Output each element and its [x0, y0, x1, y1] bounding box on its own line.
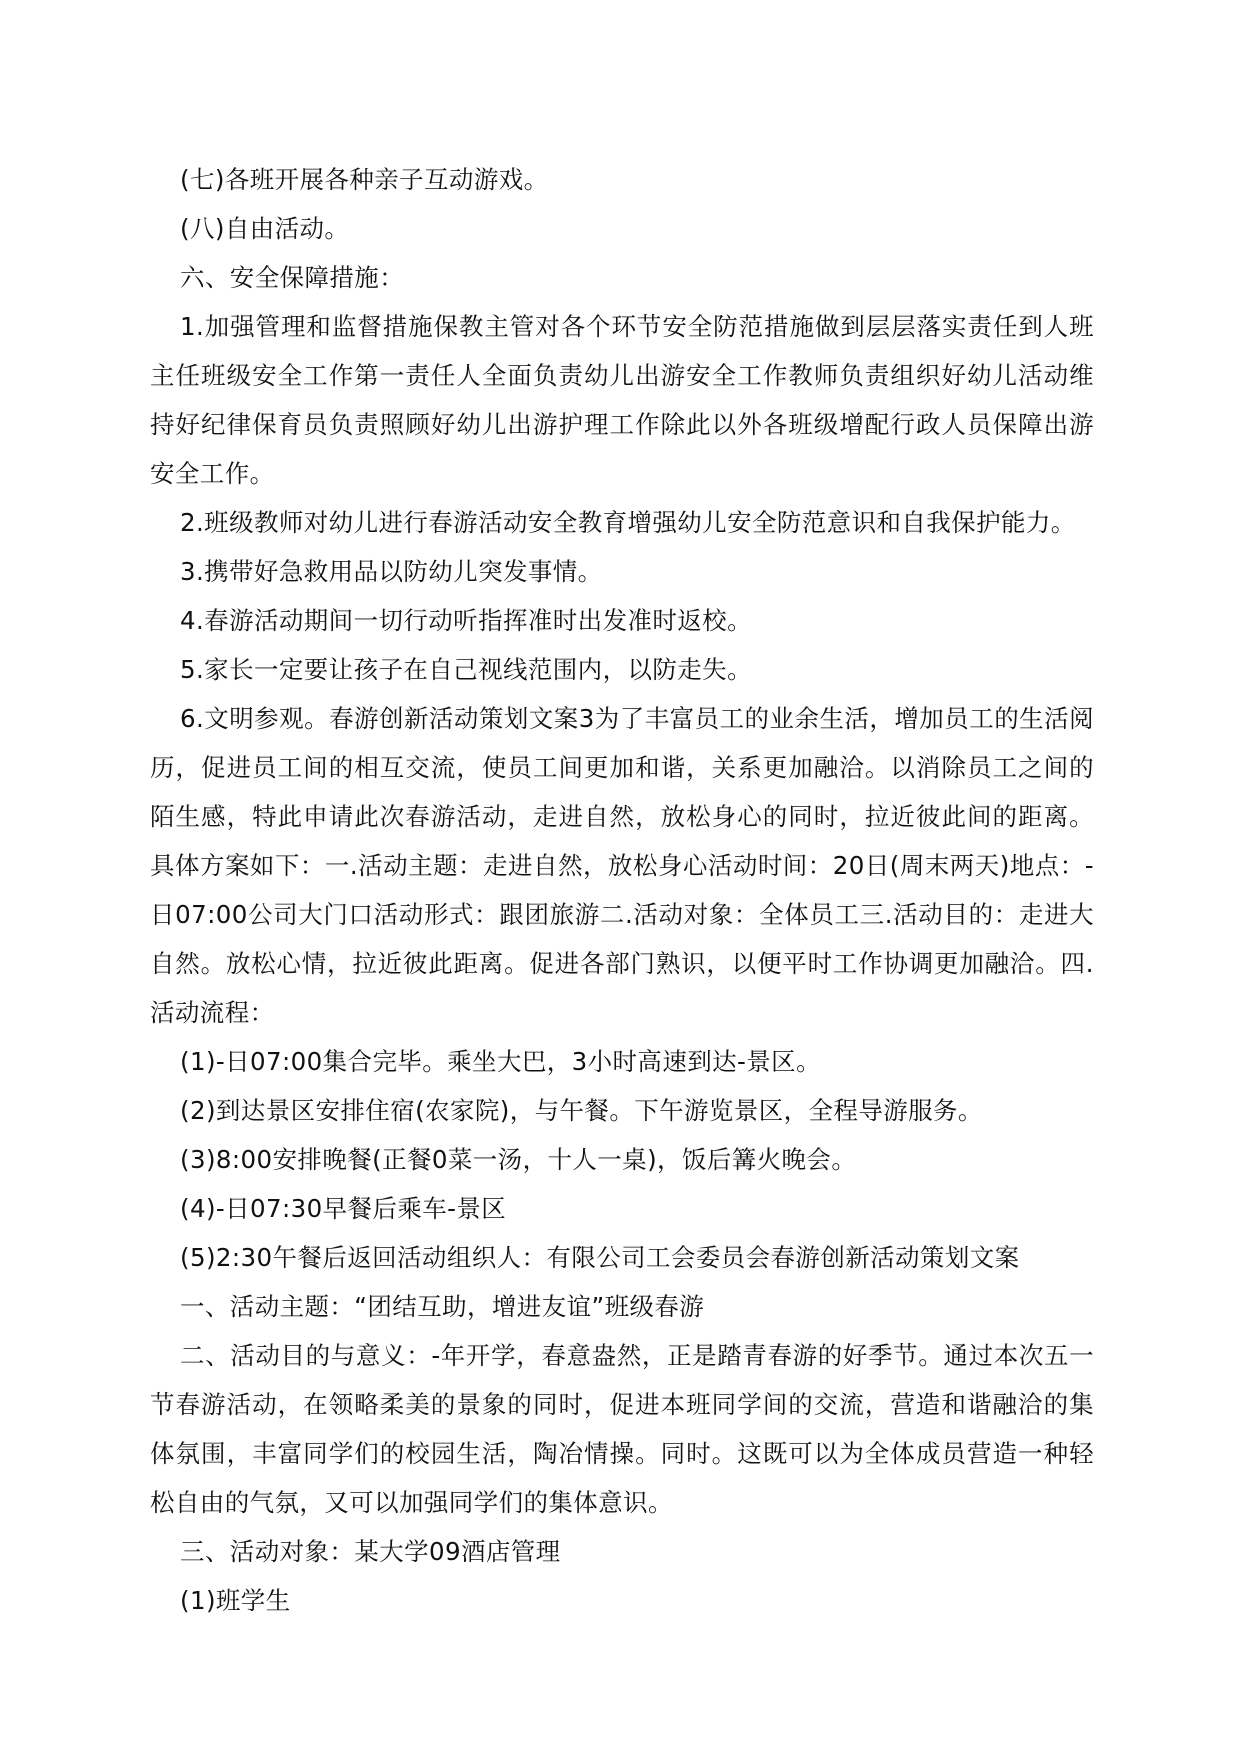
safety-item-3: 3.携带好急救用品以防幼儿突发事情。 — [180, 557, 603, 586]
flow-step-4: (4)-日07:30早餐后乘车-景区 — [180, 1194, 507, 1223]
safety-item-6-and-plan-3: 6.文明参观。春游创新活动策划文案3为了丰富员工的业余生活，增加员工的生活阅历，促进员工间的相互交流，使员工间更加和谐，关系更加融洽。以消除员工之间的陌生感，特此申请此次春游活动，走进自然，放松身心的同时，拉近彼此间的距离。具体方案如下：一.活动主题：走进自然，放松身心活动时间：20日(周末两天)地点：-日07:00公司大门口活动形式：跟团旅游二.活动对象：全体员工三.活动目的：走进大自然。放松心情，拉近彼此距离。促进各部门熟识，以便平时工作协调更加融洽。四.活动流程： — [150, 704, 1094, 1027]
safety-item-1: 1.加强管理和监督措施保教主管对各个环节安全防范措施做到层层落实责任到人班主任班级安全工作第一责任人全面负责幼儿出游安全工作教师负责组织好幼儿活动维持好纪律保育员负责照顾好幼儿出游护理工作除此以外各班级增配行政人员保障出游安全工作。 — [150, 312, 1094, 488]
safety-item-2: 2.班级教师对幼儿进行春游活动安全教育增强幼儿安全防范意识和自我保护能力。 — [180, 508, 1076, 537]
flow-step-1: (1)-日07:00集合完毕。乘坐大巴，3小时高速到达-景区。 — [180, 1047, 821, 1076]
item-eight-paragraph: (八)自由活动。 — [180, 214, 350, 243]
activity-target-class: (1)班学生 — [180, 1586, 291, 1615]
safety-heading: 六、安全保障措施： — [180, 263, 405, 292]
activity-purpose: 二、活动目的与意义：-年开学，春意盎然，正是踏青春游的好季节。通过本次五一节春游活动，在领略柔美的景象的同时，促进本班同学间的交流，营造和谐融洽的集体氛围，丰富同学们的校园生活，陶冶情操。同时。这既可以为全体成员营造一种轻松自由的气氛，又可以加强同学们的集体意识。 — [150, 1341, 1094, 1517]
document-body — [150, 155, 1094, 1625]
item-seven-paragraph: (七)各班开展各种亲子互动游戏。 — [180, 165, 549, 194]
activity-target: 三、活动对象：某大学09酒店管理 — [180, 1537, 561, 1566]
activity-theme: 一、活动主题：“团结互助，增进友谊”班级春游 — [180, 1292, 705, 1321]
safety-item-4: 4.春游活动期间一切行动听指挥准时出发准时返校。 — [180, 606, 752, 635]
flow-step-5: (5)2:30午餐后返回活动组织人：有限公司工会委员会春游创新活动策划文案 — [180, 1243, 1020, 1272]
flow-step-3: (3)8:00安排晚餐(正餐0菜一汤，十人一桌)，饭后篝火晚会。 — [180, 1145, 857, 1174]
safety-item-5: 5.家长一定要让孩子在自己视线范围内，以防走失。 — [180, 655, 752, 684]
flow-step-2: (2)到达景区安排住宿(农家院)，与午餐。下午游览景区，全程导游服务。 — [180, 1096, 983, 1125]
